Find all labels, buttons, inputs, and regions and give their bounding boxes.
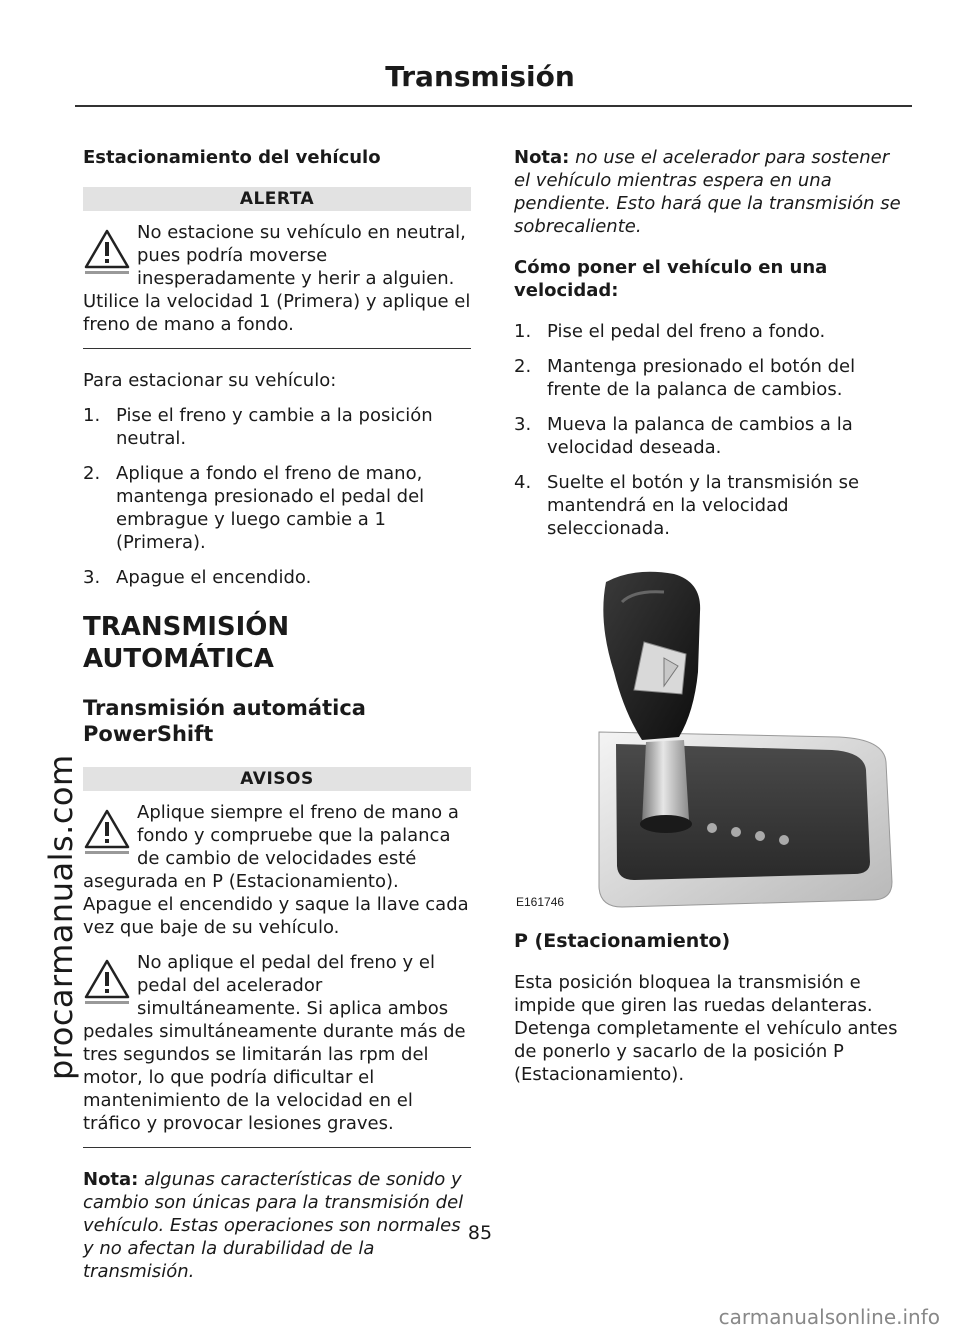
figure-label: E161746 (516, 895, 565, 909)
list-item (83, 462, 471, 554)
warning-triangle-icon (83, 227, 131, 277)
parking-steps-list (83, 404, 471, 589)
list-item (514, 355, 902, 401)
list-item (514, 413, 902, 459)
alert-label: ALERTA (83, 187, 471, 211)
note-paragraph (514, 146, 902, 238)
step-text: Apague el encendido. (116, 567, 312, 588)
note-text: algunas características de sonido y cambio son únicas para la transmisión del vehículo. Estas operaciones son normales y no afectan la durabilidad de la transmisión. (83, 1169, 464, 1282)
warning-text: Aplique siempre el freno de mano a fondo y compruebe que la palanca de cambio de velocidades esté asegurada en P (Estacionamiento). Apague el encendido y saque la llave cada vez que baje de su vehículo. (83, 802, 469, 938)
warnings-label: AVISOS (83, 767, 471, 791)
step-number: 2. (514, 356, 532, 377)
parking-intro: Para estacionar su vehículo: (83, 370, 337, 391)
step-number: 4. (514, 472, 532, 493)
header-divider (75, 105, 912, 107)
note-label: Nota: (83, 1169, 139, 1190)
warning-triangle-icon (83, 957, 131, 1007)
right-column (514, 146, 902, 1098)
warning-item (83, 951, 471, 1135)
side-watermark: procarmanuals.com (42, 754, 80, 1080)
park-text: Esta posición bloquea la transmisión e impide que giren las ruedas delanteras. Detenga completamente el vehículo antes de ponerlo y sacarlo de la posición P (Estacionamiento). (514, 972, 898, 1085)
gear-shifter-figure (514, 562, 902, 914)
step-number: 1. (83, 405, 101, 426)
section-heading: TRANSMISIÓN AUTOMÁTICA (83, 612, 290, 674)
page-number: 85 (467, 1222, 493, 1244)
list-item (83, 404, 471, 450)
step-text: Mantenga presionado el botón del frente de la palanca de cambios. (547, 356, 856, 400)
warning-triangle-icon (83, 807, 131, 857)
alert-text: No estacione su vehículo en neutral, pues podría moverse inesperadamente y herir a alguien. Utilice la velocidad 1 (Primera) y aplique el freno de mano a fondo. (83, 222, 471, 335)
alert-item (83, 221, 471, 336)
step-number: 2. (83, 463, 101, 484)
step-text: Mueva la palanca de cambios a la velocidad deseada. (547, 414, 853, 458)
step-text: Suelte el botón y la transmisión se mantendrá en la velocidad seleccionada. (547, 472, 860, 539)
warning-text: No aplique el pedal del freno y el pedal del acelerador simultáneamente. Si aplica ambos pedales simultáneamente durante más de tres segundos se limitarán las rpm del motor, lo que podría dificultar el mantenimiento de la velocidad en el tráfico y provocar lesiones graves. (83, 952, 466, 1134)
step-number: 3. (514, 414, 532, 435)
how-to-steps-list (514, 320, 902, 540)
list-item (83, 566, 471, 589)
list-item (514, 471, 902, 540)
list-item (514, 320, 902, 343)
step-number: 3. (83, 567, 101, 588)
note-text: no use el acelerador para sostener el vehículo mientras espera en una pendiente. Esto hará que la transmisión se sobrecaliente. (514, 147, 901, 237)
alert-box (83, 187, 471, 349)
step-number: 1. (514, 321, 532, 342)
note-label: Nota: (514, 147, 570, 168)
footer-watermark: carmanualsonline.info (718, 1305, 940, 1329)
step-text: Pise el freno y cambie a la posición neutral. (116, 405, 433, 449)
warning-item (83, 801, 471, 939)
gear-shifter-illustration (514, 562, 902, 914)
park-heading: P (Estacionamiento) (514, 930, 731, 952)
how-to-heading: Cómo poner el vehículo en una velocidad: (514, 257, 828, 301)
left-column (83, 146, 471, 1295)
parking-heading: Estacionamiento del vehículo (83, 147, 381, 168)
subsection-heading: Transmisión automática PowerShift (83, 696, 366, 746)
page-header-title: Transmisión (385, 60, 575, 93)
step-text: Pise el pedal del freno a fondo. (547, 321, 826, 342)
step-text: Aplique a fondo el freno de mano, mantenga presionado el pedal del embrague y luego cambie a 1 (Primera). (116, 463, 425, 553)
warnings-box (83, 767, 471, 1148)
